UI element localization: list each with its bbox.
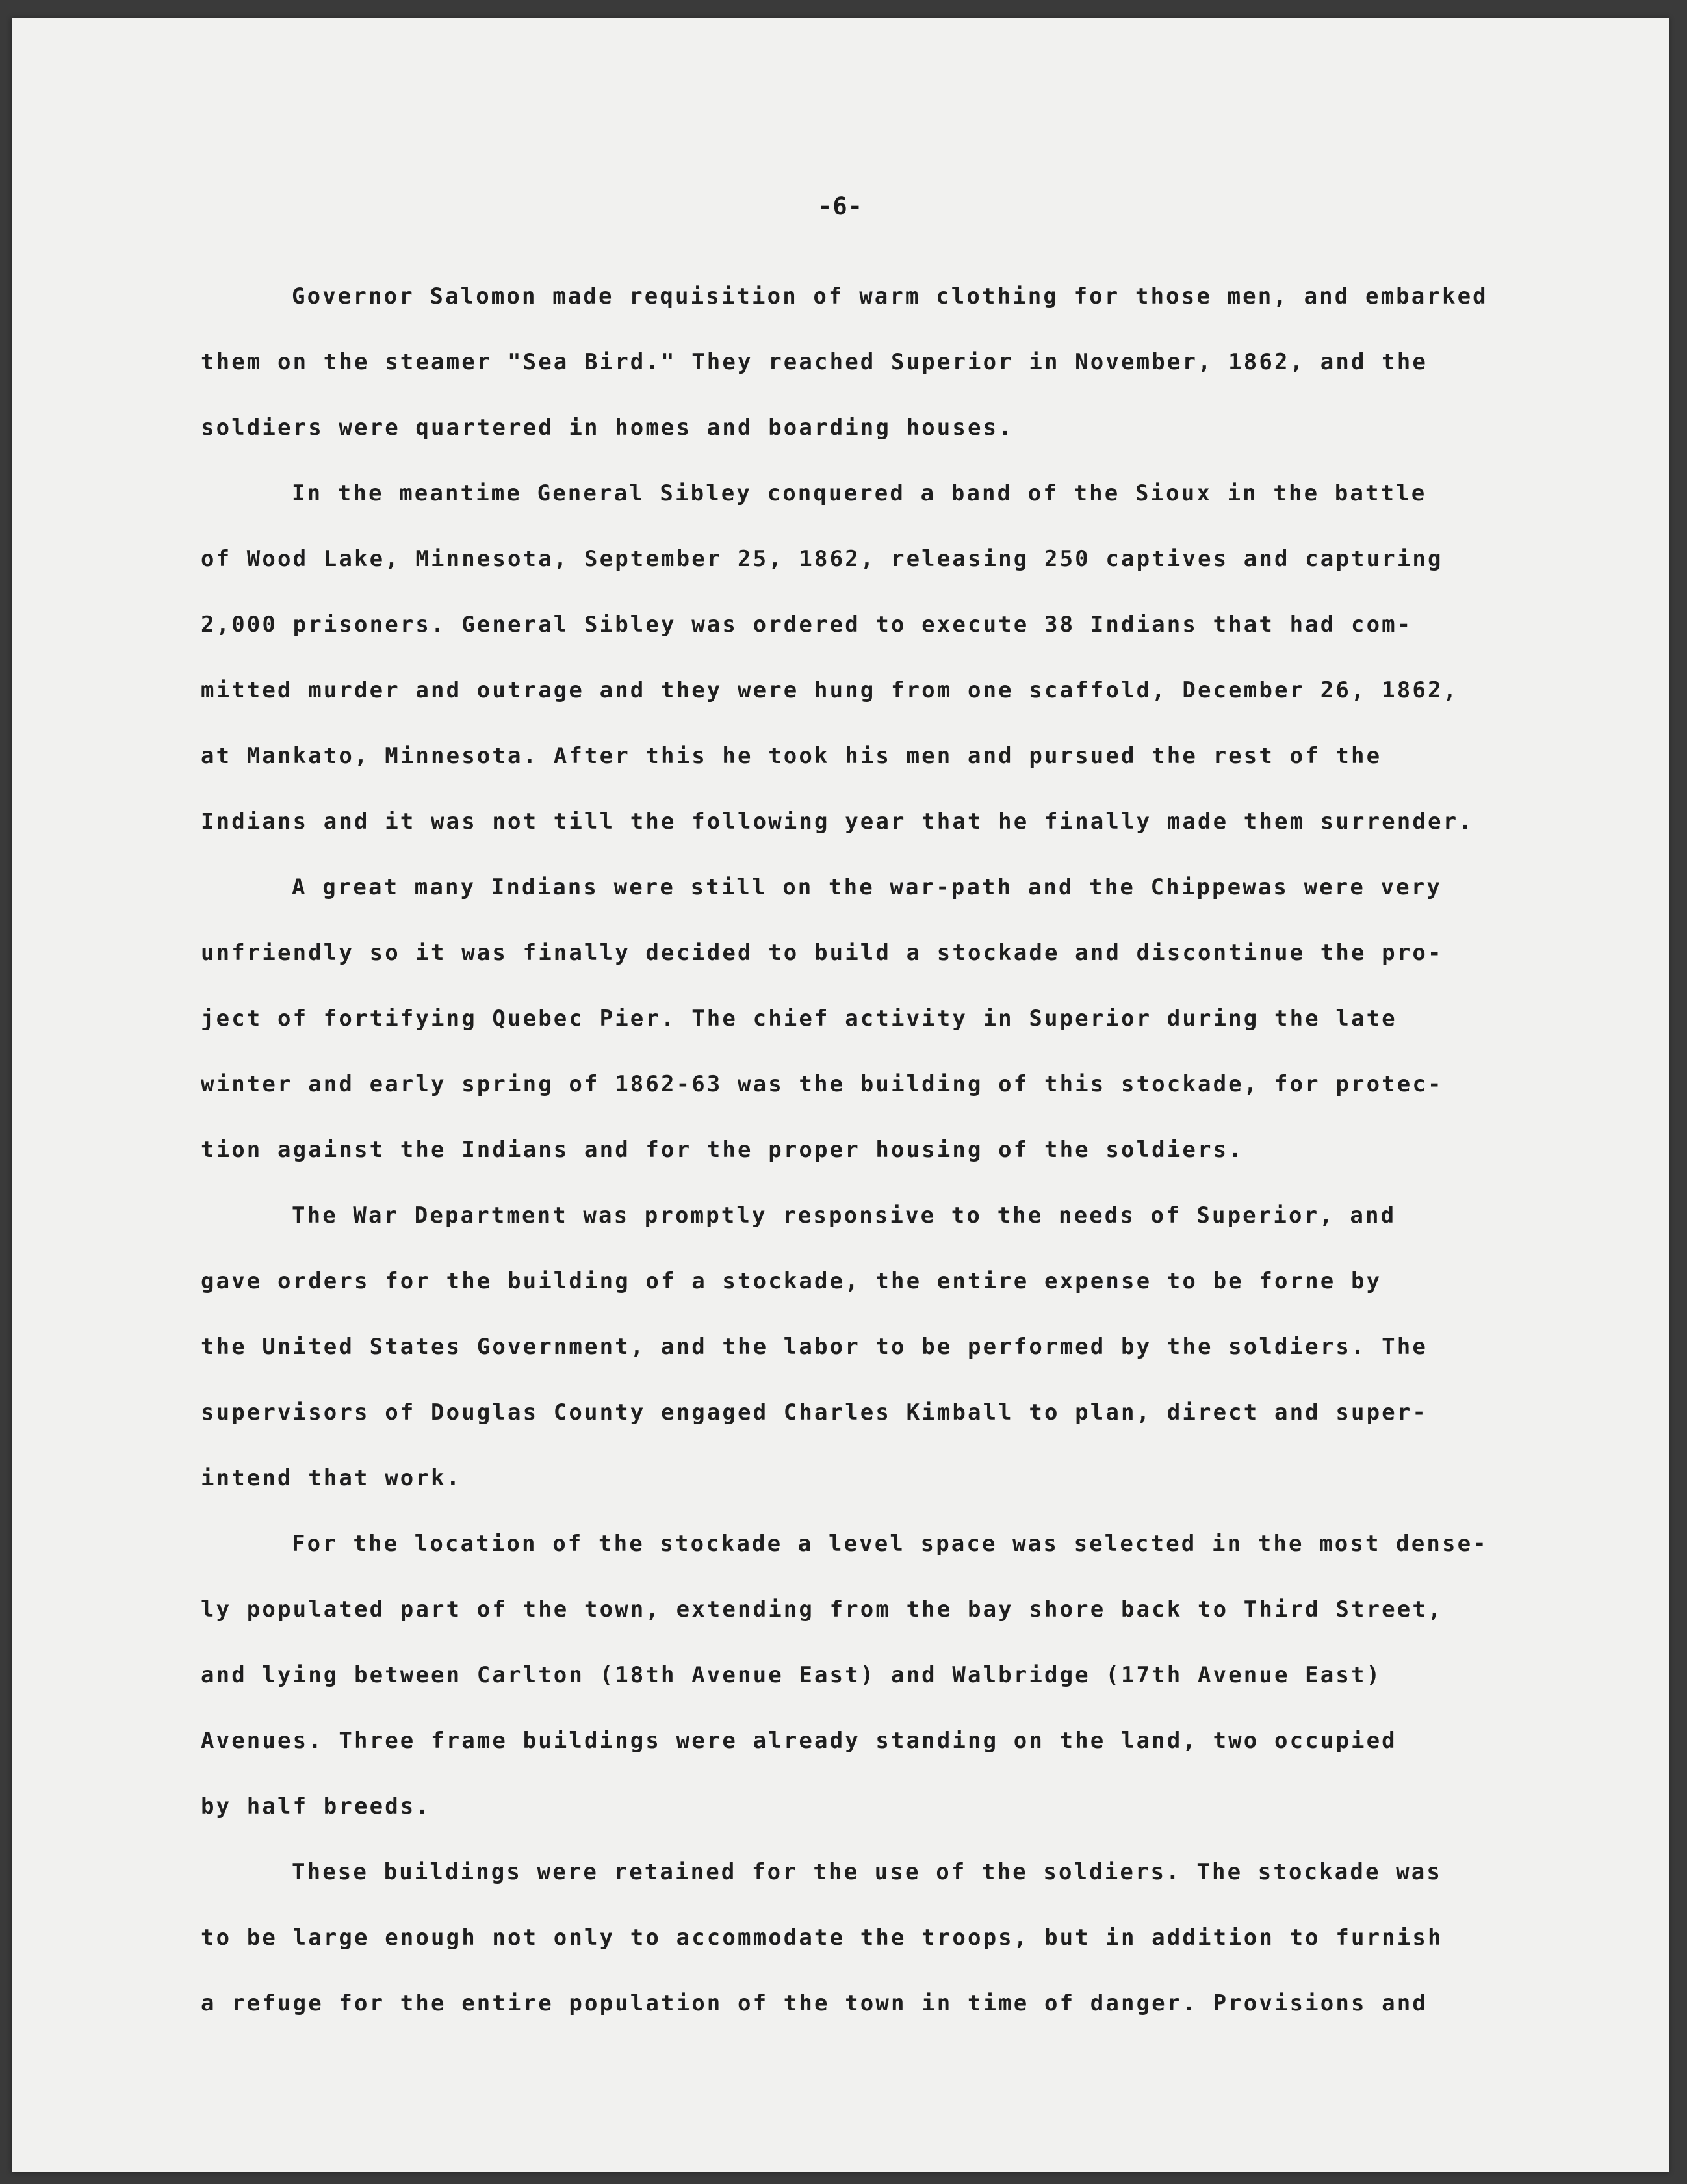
text-line: at Mankato, Minnesota. After this he took his men and pursued the rest of the xyxy=(201,743,1382,769)
text-line: Governor Salomon made requisition of warm clothing for those men, and embarked xyxy=(292,283,1488,309)
text-line: In the meantime General Sibley conquered a band of the Sioux in the battle xyxy=(292,480,1427,506)
text-line: tion against the Indians and for the proper housing of the soldiers. xyxy=(201,1137,1244,1163)
text-line: them on the steamer "Sea Bird." They reached Superior in November, 1862, and the xyxy=(201,349,1428,375)
text-line: Indians and it was not till the following year that he finally made them surrender. xyxy=(201,809,1474,835)
text-line: and lying between Carlton (18th Avenue East) and Walbridge (17th Avenue East) xyxy=(201,1662,1382,1688)
text-line: by half breeds. xyxy=(201,1793,431,1819)
text-line: of Wood Lake, Minnesota, September 25, 1862, releasing 250 captives and capturing xyxy=(201,546,1443,572)
text-line: gave orders for the building of a stockade, the entire expense to be forne by xyxy=(201,1268,1382,1294)
text-line: soldiers were quartered in homes and boarding houses. xyxy=(201,415,1014,441)
text-line: A great many Indians were still on the war-path and the Chippewas were very xyxy=(292,874,1442,900)
text-line: unfriendly so it was finally decided to build a stockade and discontinue the pro- xyxy=(201,940,1443,966)
text-line: Avenues. Three frame buildings were already standing on the land, two occupied xyxy=(201,1728,1397,1754)
text-line: winter and early spring of 1862-63 was the building of this stockade, for protec- xyxy=(201,1071,1443,1097)
text-line: 2,000 prisoners. General Sibley was ordered to execute 38 Indians that had com- xyxy=(201,612,1413,638)
text-line: a refuge for the entire population of the town in time of danger. Provisions and xyxy=(201,1990,1428,2016)
page-number: -6- xyxy=(818,192,863,220)
document-page xyxy=(12,18,1669,2172)
text-line: These buildings were retained for the use of the soldiers. The stockade was xyxy=(292,1859,1442,1885)
text-line: the United States Government, and the labor to be performed by the soldiers. The xyxy=(201,1334,1428,1360)
text-line: to be large enough not only to accommodate the troops, but in addition to furnish xyxy=(201,1925,1443,1951)
text-line: intend that work. xyxy=(201,1465,462,1491)
text-line: For the location of the stockade a level space was selected in the most dense- xyxy=(292,1531,1488,1557)
text-line: ject of fortifying Quebec Pier. The chief activity in Superior during the late xyxy=(201,1006,1397,1032)
text-line: The War Department was promptly responsive to the needs of Superior, and xyxy=(292,1202,1397,1228)
text-line: ly populated part of the town, extending from the bay shore back to Third Street, xyxy=(201,1596,1443,1622)
text-line: mitted murder and outrage and they were hung from one scaffold, December 26, 1862, xyxy=(201,677,1459,703)
body-text xyxy=(201,264,1578,2036)
text-line: supervisors of Douglas County engaged Charles Kimball to plan, direct and super- xyxy=(201,1399,1428,1425)
